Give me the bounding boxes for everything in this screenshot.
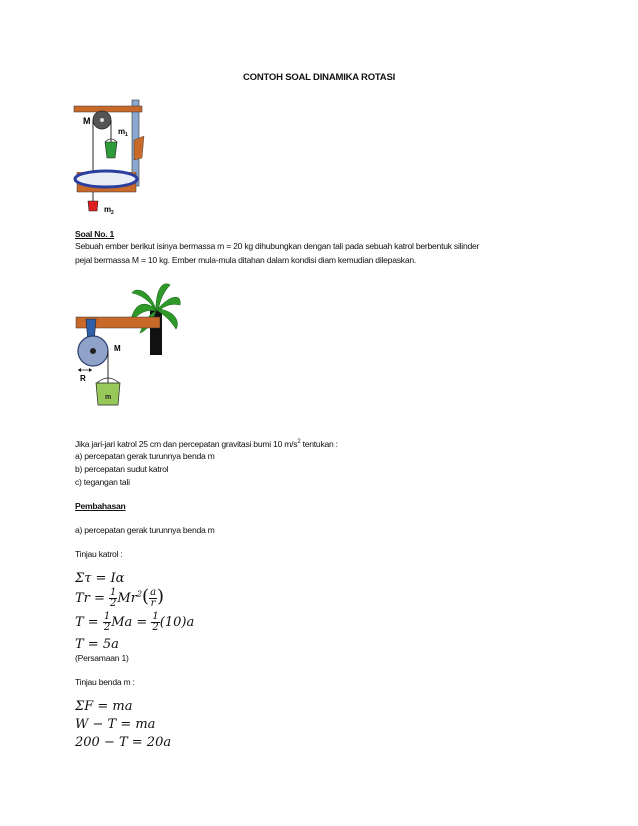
equation-newton: ΣF = ma [75, 699, 133, 714]
question-intro: Jika jari-jari katrol 25 cm dan percepatan gravitasi bumi 10 $m/s^2$ tentukan : [75, 438, 338, 449]
top-beam [74, 106, 142, 112]
label-m2: m [104, 205, 112, 214]
pembahasan-heading: Pembahasan [75, 501, 126, 511]
soal-line-2: pejal bermassa M = 10 kg. Ember mula-mula ditahan dalam kondisi diam kemudian dilepaskan. [75, 255, 417, 265]
soal-heading: Soal No. 1 [75, 229, 115, 239]
equation-200: 200 − T = 20a [75, 735, 172, 750]
crank-handle [134, 136, 144, 160]
equation-tr: Tr = $\frac{1}{2}$ Mr$^2$( $\frac{a}{r}$ ) [75, 586, 165, 609]
question-b: b) percepatan sudut katrol [75, 464, 169, 474]
label-M2: M [114, 344, 121, 353]
label-m: m [105, 394, 112, 401]
label-m2-sub: 2 [111, 210, 114, 216]
label-m1: m [118, 127, 126, 136]
bucket-m1-icon [105, 142, 117, 158]
equation-w-t: W − T = ma [75, 717, 156, 732]
equation-t-5a: T = 5a [75, 637, 119, 652]
well-rim [75, 171, 137, 187]
pulley-axle-icon [100, 118, 104, 122]
label-M: M [83, 116, 91, 126]
well-pulley-figure [72, 98, 154, 220]
soal-line-1: Sebuah ember berikut isinya bermassa m = 20 kg dihubungkan dengan tali pada sebuah katrol berbentuk silinder [75, 241, 480, 251]
pembahasan-part-a: a) percepatan gerak turunnya benda m [75, 525, 215, 535]
equation-torque: Στ = Iα [75, 571, 125, 586]
label-m1-sub: 1 [125, 132, 128, 138]
equation-t-ma: T = $\frac{1}{2}$ Ma = $\frac{1}{2}$ (10)a [75, 611, 195, 633]
pulley-center-icon [90, 348, 96, 354]
tinjau-katrol-label: Tinjau katrol : [75, 549, 123, 559]
page-title: CONTOH SOAL DINAMIKA ROTASI [242, 72, 396, 83]
question-c: c) tegangan tali [75, 477, 130, 487]
label-R: R [80, 374, 86, 383]
bucket-m2-icon [88, 201, 98, 211]
tinjau-benda-label: Tinjau benda m : [75, 677, 135, 687]
pulley-bucket-figure [72, 279, 184, 423]
question-a: a) percepatan gerak turunnya benda m [75, 451, 215, 461]
persamaan-label: (Persamaan 1) [75, 653, 129, 663]
